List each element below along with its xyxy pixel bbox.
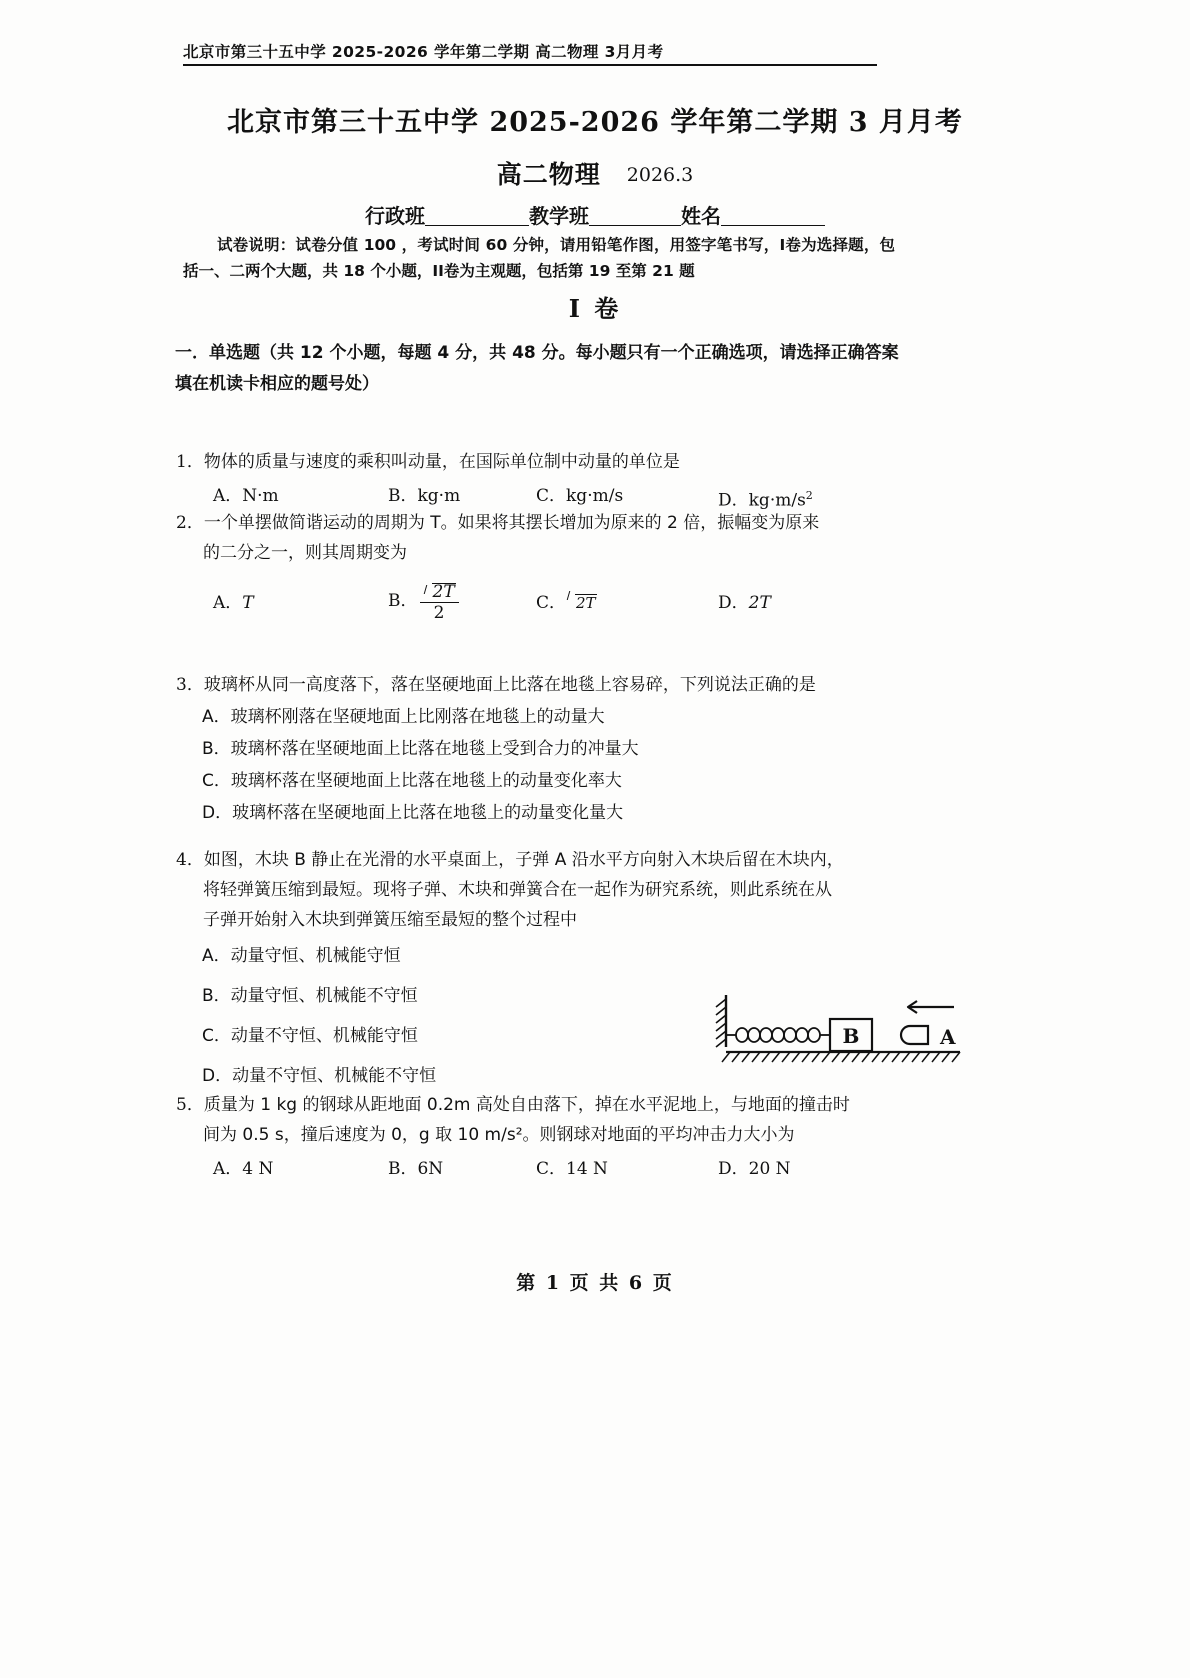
question-2: [176, 508, 906, 623]
question-3-text: 玻璃杯从同一高度落下，落在坚硬地面上比落在地毯上容易碎，下列说法正确的是: [203, 675, 816, 695]
question-1-text: 物体的质量与速度的乘积叫动量，在国际单位制中动量的单位是: [203, 452, 680, 472]
exam-date: 2026.3: [626, 164, 694, 186]
question-3-option-d[interactable]: D．玻璃杯落在坚硬地面上比落在地毯上的动量变化量大: [202, 803, 624, 823]
question-1-stem: [176, 447, 906, 477]
question-3-option-c[interactable]: C．玻璃杯落在坚硬地面上比落在地毯上的动量变化率大: [202, 771, 622, 791]
question-4-number: 4．: [176, 850, 204, 870]
question-4-option-c[interactable]: C．动量不守恒、机械能守恒: [202, 1026, 418, 1046]
question-3: [176, 670, 906, 828]
question-3-number: 3．: [176, 675, 204, 695]
figure-block-label: B: [842, 1024, 860, 1048]
question-2-option-c[interactable]: C． 2T: [536, 588, 718, 618]
question-5-option-b[interactable]: B．6N: [388, 1159, 444, 1179]
question-5-number: 5．: [176, 1095, 204, 1115]
question-4-text-1: 如图，木块 B 静止在光滑的水平桌面上，子弹 A 沿水平方向射入木块后留在木块内，: [203, 850, 844, 870]
question-5-option-a[interactable]: A．4 N: [213, 1159, 274, 1179]
question-3-option-a[interactable]: A．玻璃杯刚落在坚硬地面上比刚落在地毯上的动量大: [202, 707, 605, 727]
section-name: 单选题: [209, 343, 260, 363]
question-5-options: [176, 1154, 906, 1184]
running-head: 北京市第三十五中学 2025-2026 学年第二学期 高二物理 3月月考: [183, 43, 664, 61]
question-2-option-a[interactable]: A．T: [213, 592, 254, 613]
question-4-stem-line-2: 将轻弹簧压缩到最短。现将子弹、木块和弹簧合在一起作为研究系统，则此系统在从: [203, 880, 832, 900]
question-2-stem-line-2: 的二分之一，则其周期变为: [203, 543, 407, 563]
question-3-stem: [176, 670, 906, 700]
question-2-text-1: 一个单摆做简谐运动的周期为 T。如果将其摆长增加为原来的 2 倍，振幅变为原来: [203, 513, 820, 533]
question-4-stem-line-3: 子弹开始射入木块到弹簧压缩至最短的整个过程中: [203, 910, 577, 930]
question-3-option-b[interactable]: B．玻璃杯落在坚硬地面上比落在地毯上受到合力的冲量大: [202, 739, 639, 759]
question-5-stem-line-1: [176, 1090, 906, 1120]
question-4-option-a[interactable]: A．动量守恒、机械能守恒: [202, 946, 401, 966]
question-5-text-1: 质量为 1 kg 的钢球从距地面 0.2m 高处自由落下，掉在水平泥地上，与地面的撞击时: [203, 1095, 850, 1115]
figure-bullet: [901, 1026, 928, 1044]
spring-block-bullet-diagram: [714, 995, 1064, 1067]
question-5-stem-line-2: 间为 0.5 s，撞后速度为 0，g 取 10 m/s²。则钢球对地面的平均冲击力大小为: [203, 1125, 795, 1145]
class-input[interactable]: [425, 206, 529, 226]
figure-bullet-label: A: [940, 1025, 956, 1049]
question-4-figure: [714, 995, 1064, 1067]
question-1-option-d[interactable]: D．$kg\cdot m/s^2$: [718, 489, 813, 511]
section-detail: （共 12 个小题，每题 4 分，共 48 分。每小题只有一个正确选项，请选择正确答案填在机读卡相应的题号处）: [175, 343, 899, 394]
paper-part-heading: I 卷: [568, 294, 622, 323]
question-5: [176, 1090, 906, 1184]
name-label: 姓名: [681, 204, 721, 228]
question-1-number: 1．: [176, 452, 204, 472]
teaching-class-label: 教学班: [529, 204, 589, 228]
question-4-option-d[interactable]: D．动量不守恒、机械能不守恒: [202, 1066, 437, 1086]
subject-name: 高二物理: [496, 160, 601, 189]
question-2-stem-line-1: [176, 508, 906, 538]
section-heading: [175, 338, 905, 400]
question-4-stem-line-1: [176, 845, 906, 875]
running-head-rule: [183, 64, 877, 66]
question-5-option-d[interactable]: D．20 N: [718, 1159, 791, 1179]
question-1-option-b[interactable]: B．kg·m: [388, 486, 461, 506]
class-label: 行政班: [365, 204, 425, 228]
teaching-class-input[interactable]: [589, 206, 681, 226]
question-2-options: [176, 582, 906, 623]
question-2-option-b[interactable]: B． $\frac{2T}{2}$: [388, 582, 536, 623]
section-number: 一．: [175, 343, 209, 363]
question-2-number: 2．: [176, 513, 204, 533]
page-title: 北京市第三十五中学 2025-2026 学年第二学期 3 月月考: [227, 107, 963, 138]
question-1: [176, 447, 906, 516]
subject-line: [0, 155, 1190, 191]
name-input[interactable]: [721, 206, 825, 226]
question-5-option-c[interactable]: C．14 N: [536, 1159, 608, 1179]
exam-instructions: 试卷说明：试卷分值 100 ，考试时间 60 分钟，请用铅笔作图，用签字笔书写，I卷为选择题，包括一、二两个大题，共 18 个小题，II卷为主观题，包括第 19 至第 21 题: [183, 236, 895, 280]
page-footer: 第 1 页 共 6 页: [516, 1272, 674, 1294]
question-1-option-c[interactable]: C．kg·m/s: [536, 486, 624, 506]
question-1-option-a[interactable]: A．N·m: [213, 486, 279, 506]
question-2-option-d[interactable]: D．2T: [718, 592, 771, 613]
figure-velocity-arrow: [908, 1001, 954, 1013]
question-4-option-b[interactable]: B．动量守恒、机械能不守恒: [202, 986, 418, 1006]
student-info-blanks: [0, 200, 1190, 229]
